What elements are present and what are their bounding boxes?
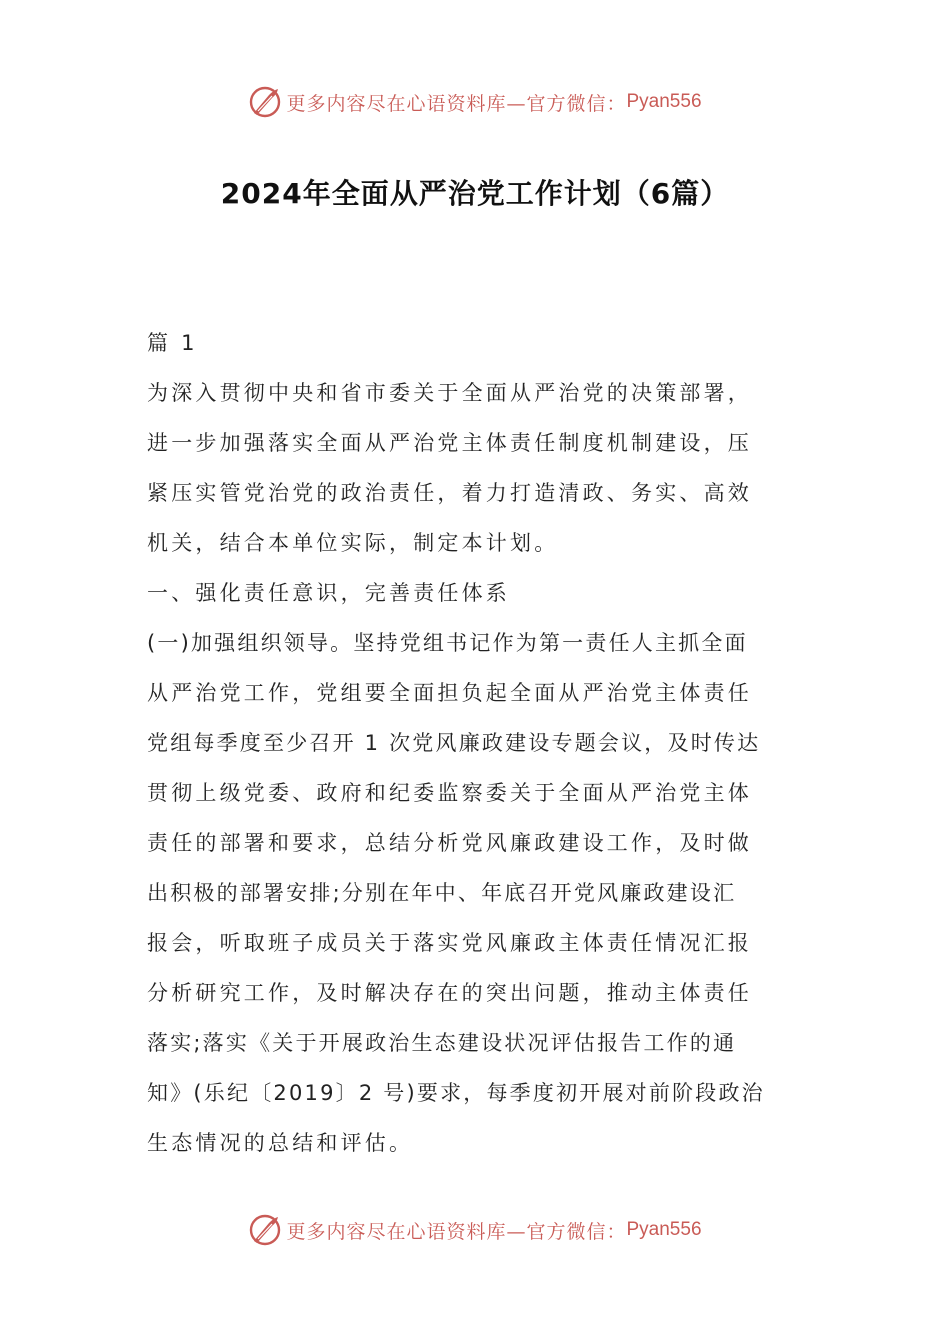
subsection-heading: 一、强化责任意识，完善责任体系 [147,581,510,605]
paragraph-line: 出积极的部署安排;分别在年中、年底召开党风廉政建设汇 [147,881,737,905]
paragraph-line: 分析研究工作，及时解决存在的突出问题，推动主体责任 [147,981,752,1005]
footer-watermark [0,1210,950,1250]
paragraph-line: 从严治党工作，党组要全面担负起全面从严治党主体责任 [147,681,752,705]
paragraph-line: (一)加强组织领导。坚持党组书记作为第一责任人主抓全面 [147,631,748,655]
paragraph-line: 为深入贯彻中央和省市委关于全面从严治党的决策部署， [147,381,752,405]
document-body [147,318,807,1168]
paragraph-line: 报会，听取班子成员关于落实党风廉政主体责任情况汇报 [147,931,752,955]
paragraph-line: 党组每季度至少召开 1 次党风廉政建设专题会议，及时传达 [147,731,761,755]
paragraph-line: 进一步加强落实全面从严治党主体责任制度机制建设，压 [147,431,752,455]
paragraph-line: 紧压实管党治党的政治责任，着力打造清政、务实、高效 [147,481,752,505]
paragraph-line: 机关，结合本单位实际，制定本计划。 [147,531,559,555]
header-watermark [0,82,950,122]
page-title: 2024年全面从严治党工作计划（6篇） [220,177,730,210]
paragraph-line: 责任的部署和要求，总结分析党风廉政建设工作，及时做 [147,831,752,855]
paragraph-line: 贯彻上级党委、政府和纪委监察委关于全面从严治党主体 [147,781,752,805]
quill-pen-icon [248,1213,282,1247]
watermark-handle: Pyan556 [626,91,702,112]
paragraph-line: 落实;落实《关于开展政治生态建设状况评估报告工作的通 [147,1031,737,1055]
watermark-text: 更多内容尽在心语资料库—官方微信： [286,92,627,115]
watermark-handle: Pyan556 [626,1219,702,1240]
paragraph-line: 生态情况的总结和评估。 [147,1131,414,1155]
quill-pen-icon [248,85,282,119]
watermark-text: 更多内容尽在心语资料库—官方微信： [286,1220,627,1243]
section-heading: 篇 1 [147,331,198,355]
paragraph-line: 知》(乐纪〔2019〕2 号)要求，每季度初开展对前阶段政治 [147,1081,765,1105]
